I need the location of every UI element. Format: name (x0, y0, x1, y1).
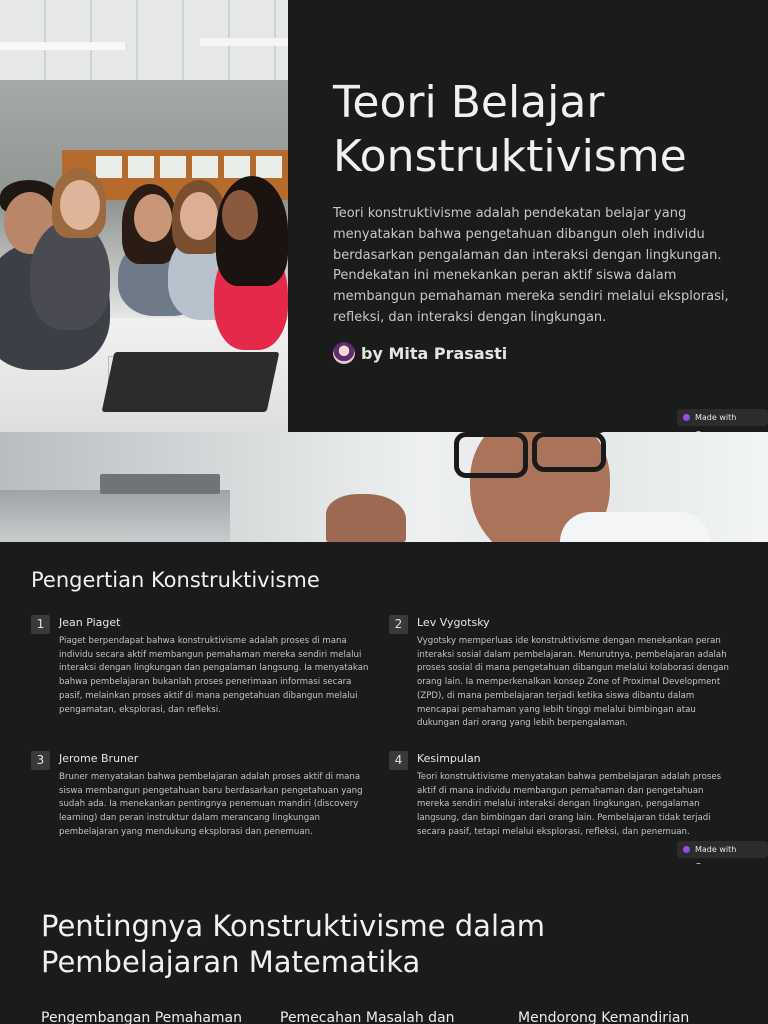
step-number: 2 (389, 615, 408, 634)
students-group-photo (0, 0, 288, 432)
title-slide (0, 0, 768, 432)
step-title: Kesimpulan (417, 752, 481, 765)
gamma-logo-icon (683, 846, 690, 853)
step-number: 3 (31, 751, 50, 770)
badge-label: Made with (695, 413, 737, 422)
step-title: Lev Vygotsky (417, 616, 490, 629)
badge-label: Made with (695, 845, 737, 854)
step-text: Teori konstruktivisme menyatakan bahwa pembelajaran adalah proses aktif di mana individu membangun pemahaman dan pengetahuan mereka sendiri melalui interaksi dengan lingkungan, pengalaman langsung, dan bimbingan dari orang lain. Pembelajaran tidak terjadi secara pasif, tetapi melalui eksplorasi, refleksi, dan penemuan. (417, 772, 722, 837)
made-with-gamma-badge[interactable] (677, 409, 768, 426)
title-line-2: Konstruktivisme (333, 131, 687, 182)
step-text: Piaget berpendapat bahwa konstruktivisme adalah proses di mana individu secara aktif membangun pemahaman mereka sendiri melalui interaksi dengan lingkungan dan pengalaman langsung. Ia menyatakan bahwa pembelajaran bukanlah proses penerimaan informasi secara pasif, melainkan proses aktif di mana pengetahuan dibangun melalui pengamatan, eksplorasi, dan refleksi. (59, 636, 369, 715)
section-title: Pentingnya Konstruktivisme dalam Pembelajaran Matematika (41, 909, 546, 979)
column-heading: Mendorong Kemandirian (518, 1010, 690, 1024)
author-block (333, 340, 507, 366)
student-lab-photo (0, 432, 768, 542)
section-title: Pengertian Konstruktivisme (31, 568, 320, 592)
presentation-title (333, 76, 753, 184)
gamma-logo-icon (683, 414, 690, 421)
step-title: Jerome Bruner (59, 752, 139, 765)
importance-slide (0, 864, 768, 1024)
definition-slide (0, 432, 768, 864)
step-number: 4 (389, 751, 408, 770)
made-with-gamma-badge[interactable] (677, 841, 768, 858)
column-heading: Pengembangan Pemahaman (41, 1010, 243, 1024)
step-text: Bruner menyatakan bahwa pembelajaran adalah proses aktif di mana siswa membangun pengetahuan baru berdasarkan pengetahuan yang sudah ada. Ia menekankan pentingnya penemuan mandiri (discovery learning) dan peran instruktur dalam merancang lingkungan pembelajaran yang mendukung eksplorasi dan penemuan. (59, 772, 363, 837)
title-line-1: Teori Belajar (333, 77, 605, 128)
author-name: by Mita Prasasti (361, 343, 508, 363)
step-title: Jean Piaget (59, 616, 121, 629)
author-avatar (333, 342, 355, 364)
step-number: 1 (31, 615, 50, 634)
column-heading: Pemecahan Masalah dan (280, 1010, 455, 1024)
presentation-description: Teori konstruktivisme adalah pendekatan belajar yang menyatakan bahwa pengetahuan dibangun oleh individu berdasarkan pengalaman dan interaksi dengan lingkungan. Pendekatan ini menekankan peran aktif siswa dalam membangun pemahaman mereka sendiri melalui eksplorasi, refleksi, dan interaksi dengan lingkungan. (333, 206, 729, 325)
step-text: Vygotsky memperluas ide konstruktivisme dengan menekankan peran interaksi sosial dalam pembelajaran. Menurutnya, pembelajaran adalah proses sosial di mana pengetahuan dibangun melalui kolaborasi dengan orang lain. Ia memperkenalkan konsep Zone of Proximal Development (ZPD), di mana pembelajaran terjadi ketika siswa dibantu dalam mencapai pemahaman yang lebih tinggi melalui bimbingan atau dukungan dari orang yang lebih berpengalaman. (417, 636, 729, 729)
